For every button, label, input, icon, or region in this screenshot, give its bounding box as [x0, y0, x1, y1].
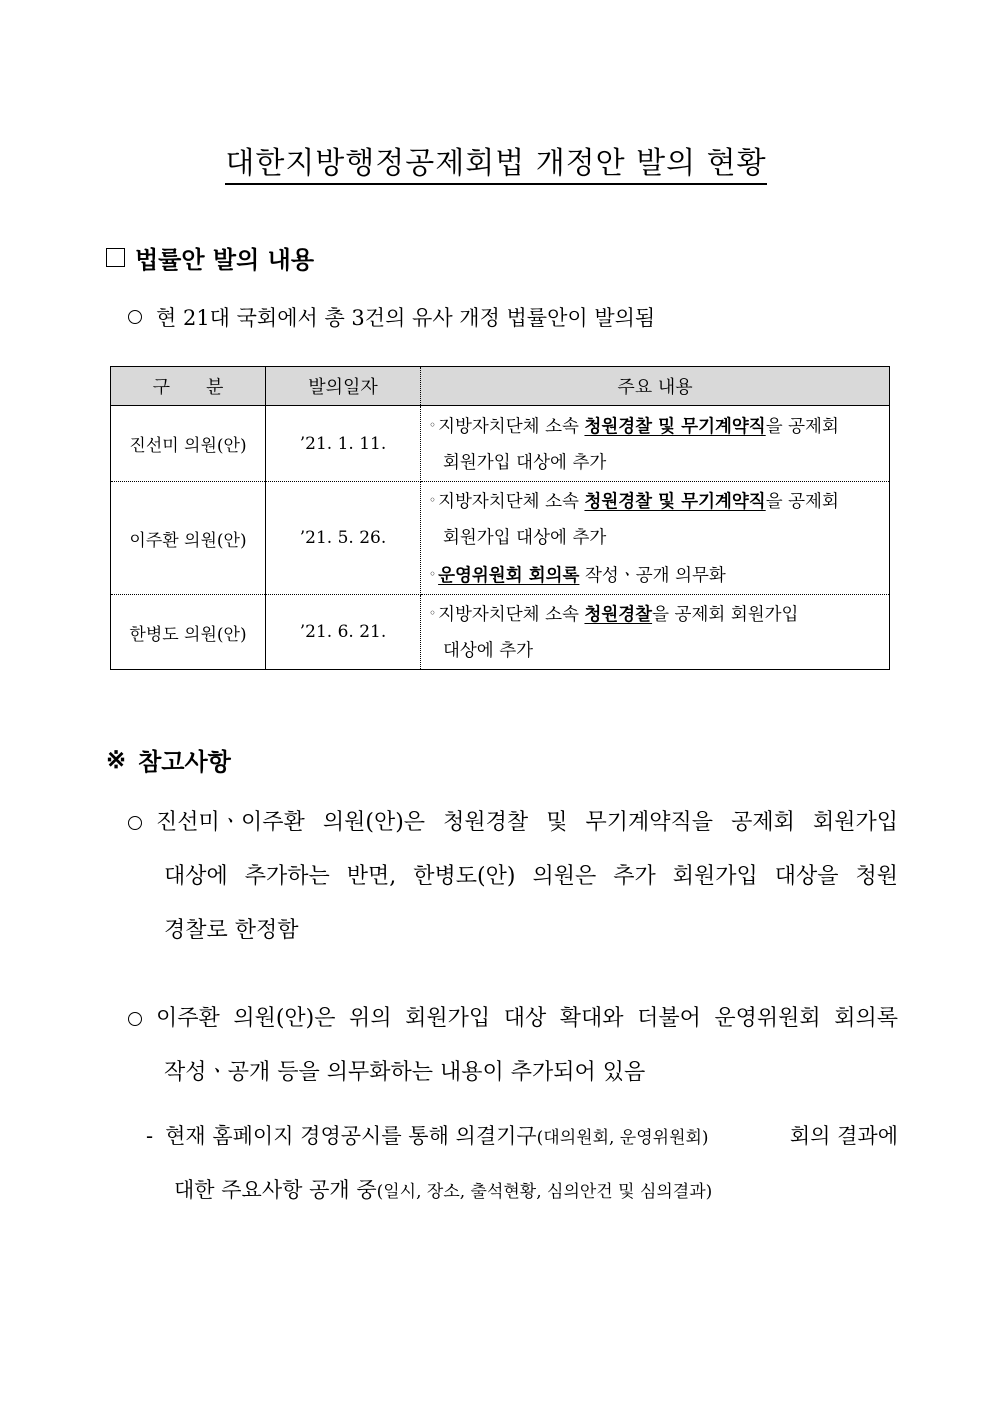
- emphasis-text: 청원경찰 및 무기계약직: [584, 416, 766, 437]
- content-cell: [421, 482, 890, 595]
- small-circle-bullet-icon: ◦: [429, 567, 437, 581]
- table-header-row: [111, 367, 890, 406]
- header-category: 구 분: [111, 367, 266, 406]
- content-item: ◦ 지방자치단체 소속 청원경찰 및 무기계약직을 공제회: [429, 416, 839, 437]
- content-continuation: 대상에 추가: [443, 641, 534, 661]
- date-cell: ’21. 5. 26.: [266, 482, 421, 595]
- reference-paragraph-2: 이주환 의원(안)은 위의 회원가입 대상 확대와 더불어 운영위원회 회의록 작성ㆍ공개 등을 의무화하는 내용이 추가되어 있음: [128, 992, 898, 1100]
- header-content: 주요 내용: [421, 367, 890, 406]
- circle-bullet-icon: [128, 310, 142, 324]
- summary-line: [128, 302, 655, 332]
- proposer-cell: 이주환 의원(안): [111, 482, 266, 595]
- square-bullet-icon: [106, 248, 125, 267]
- content-item: ◦ 지방자치단체 소속 청원경찰을 공제회 회원가입: [429, 605, 799, 625]
- table-row: [111, 482, 890, 595]
- content-item: ◦ 지방자치단체 소속 청원경찰 및 무기계약직을 공제회: [429, 492, 839, 512]
- date-cell: ’21. 6. 21.: [266, 595, 421, 670]
- reference-sub-item: - 현재 홈페이지 경영공시를 통해 의결기구(대의원회, 운영위원회) 회의 결과에 대한 주요사항 공개 중(일시, 장소, 출석현황, 심의안건 및 심의결과): [146, 1110, 898, 1218]
- proposer-cell: 한병도 의원(안): [111, 595, 266, 670]
- section-heading-text: 법률안 발의 내용: [135, 245, 314, 274]
- header-date: 발의일자: [266, 367, 421, 406]
- emphasis-text: 청원경찰: [584, 605, 653, 625]
- content-item: ◦ 운영위원회 회의록 작성ㆍ공개 의무화: [429, 566, 726, 586]
- circle-bullet-icon: [128, 1012, 142, 1026]
- section-heading-text: 참고사항: [138, 747, 231, 776]
- proposer-cell: 진선미 의원(안): [111, 406, 266, 482]
- emphasis-text: 운영위원회 회의록: [438, 566, 580, 586]
- summary-text: 현 21대 국회에서 총 3건의 유사 개정 법률안이 발의됨: [156, 306, 656, 330]
- content-continuation: 회원가입 대상에 추가: [443, 452, 607, 473]
- small-circle-bullet-icon: ◦: [429, 417, 437, 432]
- section-heading-bill-content: [106, 240, 314, 275]
- emphasis-text: 청원경찰 및 무기계약직: [584, 492, 766, 512]
- small-circle-bullet-icon: ◦: [429, 493, 437, 507]
- reference-mark-icon: ※: [106, 745, 127, 774]
- bills-table: [110, 366, 890, 670]
- section-heading-reference: [106, 742, 231, 777]
- document-title: [0, 138, 992, 182]
- document-title-text: 대한지방행정공제회법 개정안 발의 현황: [225, 146, 766, 185]
- content-continuation: 회원가입 대상에 추가: [443, 528, 607, 548]
- table-row: [111, 406, 890, 482]
- table-row: [111, 595, 890, 670]
- small-circle-bullet-icon: ◦: [429, 606, 437, 620]
- reference-paragraph-1: 진선미ㆍ이주환 의원(안)은 청원경찰 및 무기계약직을 공제회 회원가입 대상에 추가하는 반면, 한병도(안) 의원은 추가 회원가입 대상을 청원 경찰로 한정함: [128, 796, 898, 958]
- content-cell: [421, 406, 890, 482]
- date-cell: ’21. 1. 11.: [266, 406, 421, 482]
- content-cell: [421, 595, 890, 670]
- circle-bullet-icon: [128, 816, 142, 830]
- dash-bullet: -: [146, 1124, 154, 1148]
